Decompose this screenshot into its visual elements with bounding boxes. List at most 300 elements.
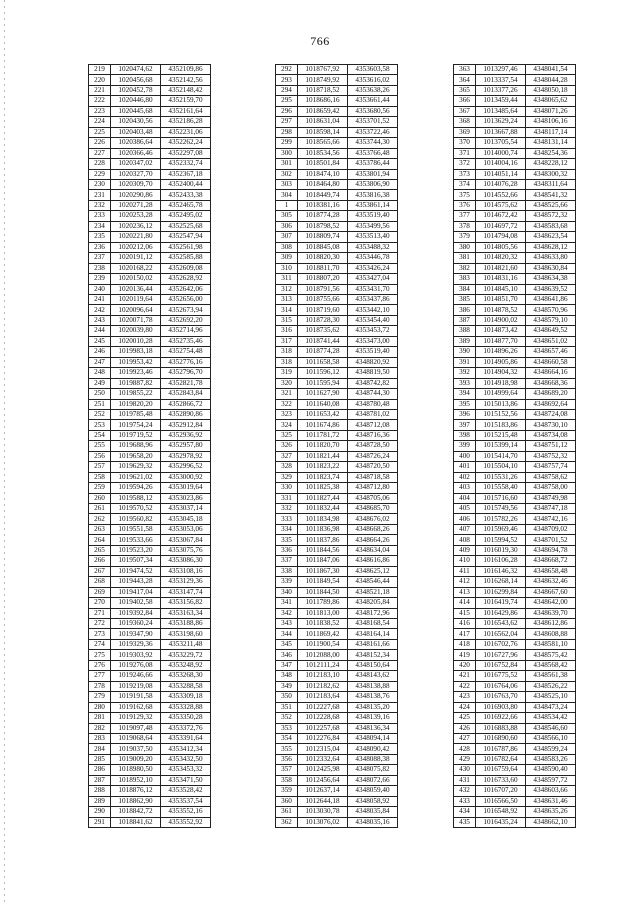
point-number-cell: 360 [276, 796, 298, 806]
x-coordinate-cell: 1016268,14 [476, 577, 526, 587]
point-number-cell: 248 [89, 368, 111, 378]
x-coordinate-cell: 1012257,68 [298, 723, 348, 733]
table-row [276, 336, 398, 346]
point-number-cell: 225 [89, 127, 111, 137]
x-coordinate-cell: 1016566,50 [476, 796, 526, 806]
table-row [454, 483, 576, 493]
y-coordinate-cell: 4353391,64 [161, 734, 211, 744]
y-coordinate-cell: 4348701,52 [526, 535, 576, 545]
table-row [89, 775, 211, 785]
point-number-cell: 374 [454, 179, 476, 189]
table-row [276, 514, 398, 524]
y-coordinate-cell: 4353023,86 [161, 493, 211, 503]
y-coordinate-cell: 4348747,18 [526, 504, 576, 514]
y-coordinate-cell: 4348597,72 [526, 775, 576, 785]
y-coordinate-cell: 4348205,84 [348, 598, 398, 608]
y-coordinate-cell: 4353288,58 [161, 681, 211, 691]
x-coordinate-cell: 1016146,32 [476, 566, 526, 576]
table-row [89, 765, 211, 775]
table-row [454, 619, 576, 629]
x-coordinate-cell: 1019417,04 [111, 587, 161, 597]
x-coordinate-cell: 1016106,28 [476, 556, 526, 566]
x-coordinate-cell: 1019037,50 [111, 744, 161, 754]
coordinate-table-2 [275, 64, 398, 828]
y-coordinate-cell: 4348758,00 [526, 483, 576, 493]
y-coordinate-cell: 4352714,96 [161, 326, 211, 336]
point-number-cell: 416 [454, 619, 476, 629]
table-row [276, 96, 398, 106]
y-coordinate-cell: 4348612,86 [526, 619, 576, 629]
table-row [89, 347, 211, 357]
y-coordinate-cell: 4348044,28 [526, 75, 576, 85]
x-coordinate-cell: 1011595,94 [298, 378, 348, 388]
y-coordinate-cell: 4348742,82 [348, 378, 398, 388]
x-coordinate-cell: 1018820,30 [298, 253, 348, 263]
table-row [89, 577, 211, 587]
y-coordinate-cell: 4353473,00 [348, 336, 398, 346]
table-row [276, 305, 398, 315]
y-coordinate-cell: 4352673,94 [161, 305, 211, 315]
y-coordinate-cell: 4352148,42 [161, 85, 211, 95]
x-coordinate-cell: 1016883,88 [476, 723, 526, 733]
y-coordinate-cell: 4352843,84 [161, 389, 211, 399]
x-coordinate-cell: 1011658,58 [298, 357, 348, 367]
x-coordinate-cell: 1014877,70 [476, 336, 526, 346]
y-coordinate-cell: 4348583,68 [526, 221, 576, 231]
y-coordinate-cell: 4348664,16 [526, 368, 576, 378]
x-coordinate-cell: 1016890,60 [476, 734, 526, 744]
point-number-cell: 275 [89, 650, 111, 660]
x-coordinate-cell: 1018952,10 [111, 775, 161, 785]
point-number-cell: 230 [89, 179, 111, 189]
point-number-cell: 336 [276, 545, 298, 555]
x-coordinate-cell: 1014805,56 [476, 242, 526, 252]
table-row [454, 754, 576, 764]
x-coordinate-cell: 1011832,44 [298, 504, 348, 514]
table-row [454, 723, 576, 733]
table-row [89, 85, 211, 95]
table-row [89, 556, 211, 566]
y-coordinate-cell: 4348662,10 [526, 817, 576, 827]
point-number-cell: 432 [454, 786, 476, 796]
point-number-cell: 405 [454, 504, 476, 514]
table-row [89, 504, 211, 514]
point-number-cell: 381 [454, 253, 476, 263]
point-number-cell: 311 [276, 274, 298, 284]
point-number-cell: 328 [276, 462, 298, 472]
table-row [89, 451, 211, 461]
point-number-cell: 355 [276, 744, 298, 754]
y-coordinate-cell: 4352231,06 [161, 127, 211, 137]
table-row [454, 315, 576, 325]
y-coordinate-cell: 4353816,38 [348, 190, 398, 200]
y-coordinate-cell: 4348781,02 [348, 409, 398, 419]
x-coordinate-cell: 1011836,98 [298, 524, 348, 534]
x-coordinate-cell: 1020327,70 [111, 169, 161, 179]
table-row [89, 786, 211, 796]
x-coordinate-cell: 1020096,64 [111, 305, 161, 315]
x-coordinate-cell: 1015969,46 [476, 524, 526, 534]
x-coordinate-cell: 1018809,74 [298, 232, 348, 242]
y-coordinate-cell: 4352561,98 [161, 242, 211, 252]
x-coordinate-cell: 1020168,22 [111, 263, 161, 273]
table-row [89, 305, 211, 315]
y-coordinate-cell: 4353513,40 [348, 232, 398, 242]
x-coordinate-cell: 1020221,80 [111, 232, 161, 242]
table-row [89, 65, 211, 75]
x-coordinate-cell: 1011849,54 [298, 577, 348, 587]
x-coordinate-cell: 1013705,54 [476, 138, 526, 148]
y-coordinate-cell: 4353086,30 [161, 556, 211, 566]
point-number-cell: 310 [276, 263, 298, 273]
x-coordinate-cell: 1020236,12 [111, 221, 161, 231]
y-coordinate-cell: 4348625,12 [348, 566, 398, 576]
y-coordinate-cell: 4353108,16 [161, 566, 211, 576]
x-coordinate-cell: 1018631,04 [298, 117, 348, 127]
y-coordinate-cell: 4352367,18 [161, 169, 211, 179]
y-coordinate-cell: 4352159,70 [161, 96, 211, 106]
x-coordinate-cell: 1019629,32 [111, 462, 161, 472]
y-coordinate-cell: 4348639,52 [526, 284, 576, 294]
x-coordinate-cell: 1013076,02 [298, 817, 348, 827]
x-coordinate-cell: 1019820,20 [111, 399, 161, 409]
table-row [454, 535, 576, 545]
table-row [89, 587, 211, 597]
x-coordinate-cell: 1019719,52 [111, 430, 161, 440]
point-number-cell: 424 [454, 702, 476, 712]
x-coordinate-cell: 1019754,24 [111, 420, 161, 430]
point-number-cell: 317 [276, 336, 298, 346]
x-coordinate-cell: 1011820,70 [298, 441, 348, 451]
page-number: 766 [310, 34, 330, 48]
point-number-cell: 335 [276, 535, 298, 545]
y-coordinate-cell: 4348568,42 [526, 660, 576, 670]
point-number-cell: 296 [276, 106, 298, 116]
x-coordinate-cell: 1019219,08 [111, 681, 161, 691]
point-number-cell: 345 [276, 639, 298, 649]
x-coordinate-cell: 1013297,46 [476, 65, 526, 75]
table-row [89, 117, 211, 127]
y-coordinate-cell: 4348751,12 [526, 441, 576, 451]
y-coordinate-cell: 4352297,08 [161, 148, 211, 158]
x-coordinate-cell: 1014672,42 [476, 211, 526, 221]
point-number-cell: 265 [89, 545, 111, 555]
y-coordinate-cell: 4353426,24 [348, 263, 398, 273]
x-coordinate-cell: 1013459,44 [476, 96, 526, 106]
x-coordinate-cell: 1018598,14 [298, 127, 348, 137]
y-coordinate-cell: 4348630,84 [526, 263, 576, 273]
table-row [276, 65, 398, 75]
x-coordinate-cell: 1019923,46 [111, 368, 161, 378]
y-coordinate-cell: 4353552,92 [161, 817, 211, 827]
x-coordinate-cell: 1018735,62 [298, 326, 348, 336]
table-row [89, 817, 211, 827]
point-number-cell: 240 [89, 284, 111, 294]
x-coordinate-cell: 1019551,58 [111, 524, 161, 534]
table-row [276, 723, 398, 733]
x-coordinate-cell: 1014904,32 [476, 368, 526, 378]
y-coordinate-cell: 4348742,16 [526, 514, 576, 524]
y-coordinate-cell: 4348664,26 [348, 535, 398, 545]
x-coordinate-cell: 1014820,32 [476, 253, 526, 263]
y-coordinate-cell: 4348712,08 [348, 420, 398, 430]
x-coordinate-cell: 1020119,64 [111, 294, 161, 304]
point-number-cell: 280 [89, 702, 111, 712]
table-row [89, 650, 211, 660]
point-number-cell: 426 [454, 723, 476, 733]
table-row [276, 692, 398, 702]
x-coordinate-cell: 1019953,42 [111, 357, 161, 367]
y-coordinate-cell: 4348758,62 [526, 472, 576, 482]
coordinate-table-body [454, 65, 576, 828]
y-coordinate-cell: 4352332,74 [161, 159, 211, 169]
y-coordinate-cell: 4348300,32 [526, 169, 576, 179]
y-coordinate-cell: 4353211,48 [161, 639, 211, 649]
y-coordinate-cell: 4353744,30 [348, 138, 398, 148]
y-coordinate-cell: 4353537,54 [161, 796, 211, 806]
y-coordinate-cell: 4348570,96 [526, 305, 576, 315]
x-coordinate-cell: 1016752,84 [476, 660, 526, 670]
table-row [276, 504, 398, 514]
x-coordinate-cell: 1011825,38 [298, 483, 348, 493]
table-row [276, 378, 398, 388]
table-row [276, 190, 398, 200]
point-number-cell: 430 [454, 765, 476, 775]
x-coordinate-cell: 1015749,56 [476, 504, 526, 514]
x-coordinate-cell: 1013667,88 [476, 127, 526, 137]
table-row [276, 357, 398, 367]
x-coordinate-cell: 1011821,44 [298, 451, 348, 461]
point-number-cell: 256 [89, 451, 111, 461]
x-coordinate-cell: 1019507,34 [111, 556, 161, 566]
x-coordinate-cell: 1020446,80 [111, 96, 161, 106]
x-coordinate-cell: 1016775,52 [476, 671, 526, 681]
y-coordinate-cell: 4352656,00 [161, 294, 211, 304]
point-number-cell: 278 [89, 681, 111, 691]
y-coordinate-cell: 4353722,46 [348, 127, 398, 137]
table-row [89, 754, 211, 764]
y-coordinate-cell: 4348668,72 [526, 556, 576, 566]
point-number-cell: 295 [276, 96, 298, 106]
x-coordinate-cell: 1012644,18 [298, 796, 348, 806]
y-coordinate-cell: 4348534,42 [526, 713, 576, 723]
coordinate-table-3 [453, 64, 576, 828]
point-number-cell: 383 [454, 274, 476, 284]
y-coordinate-cell: 4353156,82 [161, 598, 211, 608]
y-coordinate-cell: 4348131,14 [526, 138, 576, 148]
point-number-cell: 348 [276, 671, 298, 681]
x-coordinate-cell: 1018728,30 [298, 315, 348, 325]
table-row [454, 817, 576, 827]
point-number-cell: 320 [276, 378, 298, 388]
table-row [454, 587, 576, 597]
table-row [276, 493, 398, 503]
point-number-cell: 294 [276, 85, 298, 95]
table-row [89, 106, 211, 116]
point-number-cell: 397 [454, 420, 476, 430]
y-coordinate-cell: 4348599,24 [526, 744, 576, 754]
point-number-cell: 325 [276, 430, 298, 440]
table-row [276, 462, 398, 472]
y-coordinate-cell: 4352547,94 [161, 232, 211, 242]
x-coordinate-cell: 1016787,86 [476, 744, 526, 754]
table-row [89, 127, 211, 137]
y-coordinate-cell: 4348473,24 [526, 702, 576, 712]
y-coordinate-cell: 4348168,54 [348, 619, 398, 629]
x-coordinate-cell: 1016562,04 [476, 629, 526, 639]
x-coordinate-cell: 1018841,62 [111, 817, 161, 827]
table-row [89, 723, 211, 733]
table-row [89, 336, 211, 346]
x-coordinate-cell: 1019303,92 [111, 650, 161, 660]
y-coordinate-cell: 4348088,38 [348, 754, 398, 764]
x-coordinate-cell: 1011834,98 [298, 514, 348, 524]
table-row [454, 545, 576, 555]
point-number-cell: 258 [89, 472, 111, 482]
point-number-cell: 264 [89, 535, 111, 545]
point-number-cell: 309 [276, 253, 298, 263]
point-number-cell: 1 [276, 200, 298, 210]
point-number-cell: 408 [454, 535, 476, 545]
table-row [454, 326, 576, 336]
x-coordinate-cell: 1016419,74 [476, 598, 526, 608]
table-row [89, 472, 211, 482]
table-row [89, 744, 211, 754]
point-number-cell: 392 [454, 368, 476, 378]
table-row [454, 692, 576, 702]
point-number-cell: 379 [454, 232, 476, 242]
y-coordinate-cell: 4348642,00 [526, 598, 576, 608]
table-row [454, 681, 576, 691]
x-coordinate-cell: 1014697,72 [476, 221, 526, 231]
point-number-cell: 239 [89, 274, 111, 284]
table-row [276, 399, 398, 409]
point-number-cell: 342 [276, 608, 298, 618]
point-number-cell: 301 [276, 159, 298, 169]
table-row [276, 775, 398, 785]
point-number-cell: 291 [89, 817, 111, 827]
point-number-cell: 431 [454, 775, 476, 785]
table-row [276, 315, 398, 325]
point-number-cell: 398 [454, 430, 476, 440]
point-number-cell: 347 [276, 660, 298, 670]
table-row [89, 96, 211, 106]
x-coordinate-cell: 1018980,50 [111, 765, 161, 775]
x-coordinate-cell: 1018464,80 [298, 179, 348, 189]
y-coordinate-cell: 4353638,26 [348, 85, 398, 95]
x-coordinate-cell: 1015994,52 [476, 535, 526, 545]
y-coordinate-cell: 4353861,14 [348, 200, 398, 210]
y-coordinate-cell: 4348676,02 [348, 514, 398, 524]
table-row [454, 493, 576, 503]
point-number-cell: 303 [276, 179, 298, 189]
table-row [276, 807, 398, 817]
point-number-cell: 365 [454, 85, 476, 95]
x-coordinate-cell: 1012182,62 [298, 681, 348, 691]
y-coordinate-cell: 4348075,82 [348, 765, 398, 775]
point-number-cell: 406 [454, 514, 476, 524]
point-number-cell: 378 [454, 221, 476, 231]
y-coordinate-cell: 4348228,12 [526, 159, 576, 169]
y-coordinate-cell: 4353037,14 [161, 504, 211, 514]
table-row [89, 681, 211, 691]
y-coordinate-cell: 4348143,62 [348, 671, 398, 681]
point-number-cell: 362 [276, 817, 298, 827]
y-coordinate-cell: 4353471,50 [161, 775, 211, 785]
y-coordinate-cell: 4353147,74 [161, 587, 211, 597]
x-coordinate-cell: 1019983,18 [111, 347, 161, 357]
y-coordinate-cell: 4353806,90 [348, 179, 398, 189]
y-coordinate-cell: 4352609,08 [161, 263, 211, 273]
y-coordinate-cell: 4353519,40 [348, 211, 398, 221]
point-number-cell: 233 [89, 211, 111, 221]
point-number-cell: 361 [276, 807, 298, 817]
table-row [89, 378, 211, 388]
point-number-cell: 421 [454, 671, 476, 681]
table-row [276, 483, 398, 493]
x-coordinate-cell: 1014000,74 [476, 148, 526, 158]
x-coordinate-cell: 1011869,42 [298, 629, 348, 639]
table-row [454, 357, 576, 367]
x-coordinate-cell: 1018811,70 [298, 263, 348, 273]
point-number-cell: 252 [89, 409, 111, 419]
table-row [276, 106, 398, 116]
table-row [276, 639, 398, 649]
coordinate-table-body [276, 65, 398, 828]
y-coordinate-cell: 4353067,84 [161, 535, 211, 545]
point-number-cell: 359 [276, 786, 298, 796]
point-number-cell: 263 [89, 524, 111, 534]
table-row [276, 608, 398, 618]
x-coordinate-cell: 1018791,56 [298, 284, 348, 294]
point-number-cell: 285 [89, 754, 111, 764]
x-coordinate-cell: 1014051,14 [476, 169, 526, 179]
x-coordinate-cell: 1012183,10 [298, 671, 348, 681]
y-coordinate-cell: 4348150,64 [348, 660, 398, 670]
y-coordinate-cell: 4348035,84 [348, 807, 398, 817]
point-number-cell: 279 [89, 692, 111, 702]
table-row [454, 608, 576, 618]
point-number-cell: 415 [454, 608, 476, 618]
x-coordinate-cell: 1020445,68 [111, 106, 161, 116]
y-coordinate-cell: 4353188,86 [161, 619, 211, 629]
x-coordinate-cell: 1018381,16 [298, 200, 348, 210]
point-number-cell: 343 [276, 619, 298, 629]
x-coordinate-cell: 1011847,06 [298, 556, 348, 566]
table-row [276, 148, 398, 158]
point-number-cell: 229 [89, 169, 111, 179]
point-number-cell: 350 [276, 692, 298, 702]
x-coordinate-cell: 1013485,64 [476, 106, 526, 116]
table-row [454, 514, 576, 524]
x-coordinate-cell: 1016429,86 [476, 608, 526, 618]
table-row [454, 85, 576, 95]
y-coordinate-cell: 4348572,32 [526, 211, 576, 221]
y-coordinate-cell: 4348718,58 [348, 472, 398, 482]
y-coordinate-cell: 4348712,80 [348, 483, 398, 493]
point-number-cell: 284 [89, 744, 111, 754]
y-coordinate-cell: 4352957,80 [161, 441, 211, 451]
point-number-cell: 407 [454, 524, 476, 534]
y-coordinate-cell: 4348668,26 [348, 524, 398, 534]
point-number-cell: 237 [89, 253, 111, 263]
table-row [276, 786, 398, 796]
y-coordinate-cell: 4348525,10 [526, 692, 576, 702]
point-number-cell: 418 [454, 639, 476, 649]
y-coordinate-cell: 4348138,76 [348, 692, 398, 702]
x-coordinate-cell: 1012315,04 [298, 744, 348, 754]
x-coordinate-cell: 1015183,86 [476, 420, 526, 430]
